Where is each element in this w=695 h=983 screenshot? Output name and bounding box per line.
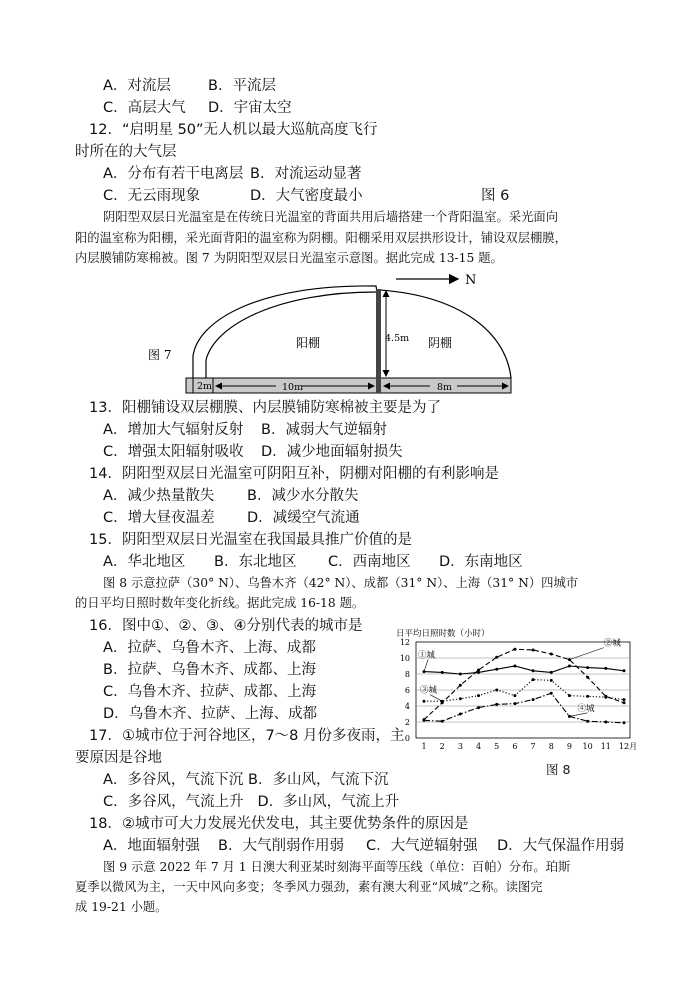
chart-point [550, 671, 553, 674]
q18-option-b: B．大气削弱作用弱 [218, 838, 344, 854]
shared-back-wall [376, 289, 381, 393]
height-label: 4.5m [385, 333, 410, 344]
chart-point [586, 695, 589, 698]
intro-16-18-line1: 图 8 示意拉萨（30° N）、乌鲁木齐（42° N）、成都（31° N）、上海（31° N）四城市 [103, 576, 579, 590]
chart-series-line-1 [424, 666, 624, 674]
q13-stem: 13．阳棚铺设双层棚膜、内层膜铺防寒棉被主要是为了 [89, 400, 441, 416]
q17-stem-line2: 要原因是谷地 [75, 750, 162, 766]
chart-y-tick-label: 8 [404, 670, 410, 679]
q14-option-d: D．减缓空气流通 [247, 510, 360, 526]
chart-point [532, 669, 535, 672]
dim-8m: 8m [437, 382, 453, 393]
q12-option-b: B．对流运动显著 [250, 166, 362, 182]
q17-stem-line1: 17．①城市位于河谷地区，7～8 月份多夜雨，主 [89, 728, 405, 744]
chart-point [513, 694, 516, 697]
chart-point [604, 696, 607, 699]
q18-stem: 18．②城市可大力发展光伏发电，其主要优势条件的原因是 [89, 816, 469, 832]
chart-label-leader [424, 660, 428, 672]
q15-option-d: D．东南地区 [439, 554, 523, 570]
chart-point [441, 720, 444, 723]
chart-point [568, 665, 571, 668]
chart-point [477, 669, 480, 672]
chart-point [513, 648, 516, 651]
chart-y-tick-label: 4 [404, 702, 410, 711]
q15-option-c: C．西南地区 [328, 554, 411, 570]
chart-point [586, 666, 589, 669]
chart-x-tick-label: 3 [457, 742, 463, 751]
intro-19-21-line1: 图 9 示意 2022 年 7 月 1 日澳大利亚某时刻海平面等压线（单位：百帕）分布。珀斯 [103, 860, 571, 874]
chart-point [586, 720, 589, 723]
chart-y-tick-label: 0 [404, 734, 410, 743]
q14-option-c: C．增大昼夜温差 [103, 510, 215, 526]
chart-point [623, 701, 626, 704]
chart-x-tick-label: 9 [566, 742, 573, 751]
chart-y-tick-label: 6 [404, 686, 410, 695]
q12-option-d: D．大气密度最小 [250, 188, 363, 204]
chart-point [550, 653, 553, 656]
chart-point [477, 706, 480, 709]
intro-13-15-line2: 阳的温室称为阳棚，采光面背阳的温室称为阴棚。阳棚采用双层拱形设计，铺设双层棚膜， [75, 231, 567, 245]
chart-point [495, 689, 498, 692]
q12-option-a: A．分布有若干电离层 [103, 166, 244, 182]
q16-stem: 16．图中①、②、③、④分别代表的城市是 [89, 618, 363, 634]
figure-8-caption: 图 8 [546, 762, 571, 777]
intro-13-15-line3: 内层膜铺防寒棉被。图 7 为阴阳型双层日光温室示意图。据此完成 13-15 题。 [75, 251, 503, 265]
dim-10m: 10m [282, 382, 304, 393]
q18-option-c: C．大气逆辐射强 [366, 838, 478, 854]
q13-option-b: B．减弱大气逆辐射 [261, 422, 387, 438]
chart-y-tick-label: 10 [399, 654, 410, 663]
q15-option-a: A．华北地区 [103, 554, 186, 570]
chart-x-tick-label: 4 [475, 742, 482, 751]
chart-y-tick-label: 2 [404, 718, 410, 727]
q16-option-a: A．拉萨、乌鲁木齐、上海、成都 [103, 640, 316, 656]
chart-point [441, 671, 444, 674]
q13-option-c: C．增强太阳辐射吸收 [103, 444, 244, 460]
q13-option-a: A．增加大气辐射反射 [103, 422, 244, 438]
chart-point [550, 679, 553, 682]
intro-19-21-line3: 成 19-21 小题。 [75, 900, 168, 914]
q11-option-c: C．高层大气 [103, 100, 186, 116]
q11-option-b: B．平流层 [208, 78, 276, 94]
chart-series-label: ①城 [418, 650, 436, 661]
q12-option-c: C．无云雨现象 [103, 188, 201, 204]
chart-point [459, 713, 462, 716]
chart-x-tick-label: 5 [494, 742, 500, 751]
chart-point [568, 658, 571, 661]
chart-x-tick-label: 12月 [618, 742, 638, 751]
chart-point [495, 668, 498, 671]
chart-point [459, 684, 462, 687]
chart-point [623, 669, 626, 672]
chart-x-tick-label: 6 [512, 742, 518, 751]
chart-point [532, 678, 535, 681]
chart-x-tick-label: 8 [548, 742, 554, 751]
chart-series-label: ③城 [420, 685, 438, 696]
q16-option-b: B．拉萨、乌鲁木齐、成都、上海 [103, 662, 316, 678]
q11-option-d: D．宇宙太空 [208, 100, 292, 116]
q16-option-c: C．乌鲁木齐、拉萨、成都、上海 [103, 684, 317, 700]
intro-13-15-line1: 阴阳型双层日光温室是在传统日光温室的背面共用后墙搭建一个背阳温室。采光面向 [103, 210, 558, 224]
dim-2m: 2m [197, 381, 213, 392]
q17-options-ab: A．多谷风，气流下沉 B．多山风，气流下沉 [103, 772, 389, 788]
chart-point [513, 665, 516, 668]
chart-x-tick-label: 1 [421, 742, 427, 751]
chart-x-tick-label: 7 [530, 742, 536, 751]
chart-point [568, 694, 571, 697]
figure-8-sunshine-chart [388, 628, 638, 753]
chart-point [604, 667, 607, 670]
chart-point [532, 649, 535, 652]
q18-option-a: A．地面辐射强 [103, 838, 200, 854]
q15-option-b: B．东北地区 [214, 554, 297, 570]
yang-outer-arch [193, 286, 377, 378]
q16-option-d: D．乌鲁木齐、拉萨、上海、成都 [103, 706, 318, 722]
chart-x-tick-label: 10 [582, 742, 593, 751]
chart-point [623, 721, 626, 724]
q14-option-a: A．减少热量散失 [103, 488, 215, 504]
q12-stem-line2: 时所在的大气层 [75, 144, 177, 160]
chart-point [532, 698, 535, 701]
chart-point [495, 703, 498, 706]
chart-series-label: ②城 [603, 638, 621, 649]
chart-point [459, 673, 462, 676]
chart-x-tick-label: 11 [600, 742, 611, 751]
chart-point [550, 692, 553, 695]
chart-x-tick-label: 2 [439, 742, 445, 751]
chart-point [459, 697, 462, 700]
chart-point [495, 656, 498, 659]
chart-series-label: ④城 [577, 703, 595, 714]
chart-point [477, 694, 480, 697]
yin-label: 阴棚 [428, 336, 453, 350]
q15-stem: 15．阴阳型双层日光温室在我国最具推广价值的是 [89, 532, 412, 548]
north-label: N [465, 273, 477, 288]
intro-16-18-line2: 的日平均日照时数年变化折线。据此完成 16-18 题。 [75, 596, 365, 610]
chart-series-line-3 [424, 680, 624, 702]
q17-options-cd: C．多谷风，气流上升 D．多山风，气流上升 [103, 794, 400, 810]
intro-19-21-line2: 夏季以微风为主，一天中风向多变；冬季风力强劲，素有澳大利亚“风城”之称。读图完 [75, 880, 543, 894]
q14-option-b: B．减少水分散失 [247, 488, 359, 504]
chart-y-tick-label: 12 [399, 638, 410, 647]
q13-option-d: D．减少地面辐射损失 [261, 444, 403, 460]
q11-option-a: A．对流层 [103, 78, 171, 94]
chart-ylabel: 日平均日照时数（小时） [396, 629, 490, 639]
chart-point [586, 676, 589, 679]
q18-option-d: D．大气保温作用弱 [497, 838, 625, 854]
figure-7-label: 图 7 [148, 348, 172, 362]
chart-point [623, 698, 626, 701]
chart-point [441, 700, 444, 703]
chart-point [513, 702, 516, 705]
yang-label: 阳棚 [296, 336, 321, 350]
figure-7-greenhouse-diagram [140, 262, 540, 400]
q14-stem: 14．阴阳型双层日光温室可阴阳互补，阴棚对阳棚的有利影响是 [89, 466, 499, 482]
chart-point [604, 721, 607, 724]
chart-point [423, 719, 426, 722]
q12-stem-line1: 12．“启明星 50”无人机以最大巡航高度飞行 [89, 122, 378, 138]
chart-point [423, 700, 426, 703]
yang-inner-arch [206, 292, 376, 378]
figure-6-label: 图 6 [481, 188, 510, 204]
